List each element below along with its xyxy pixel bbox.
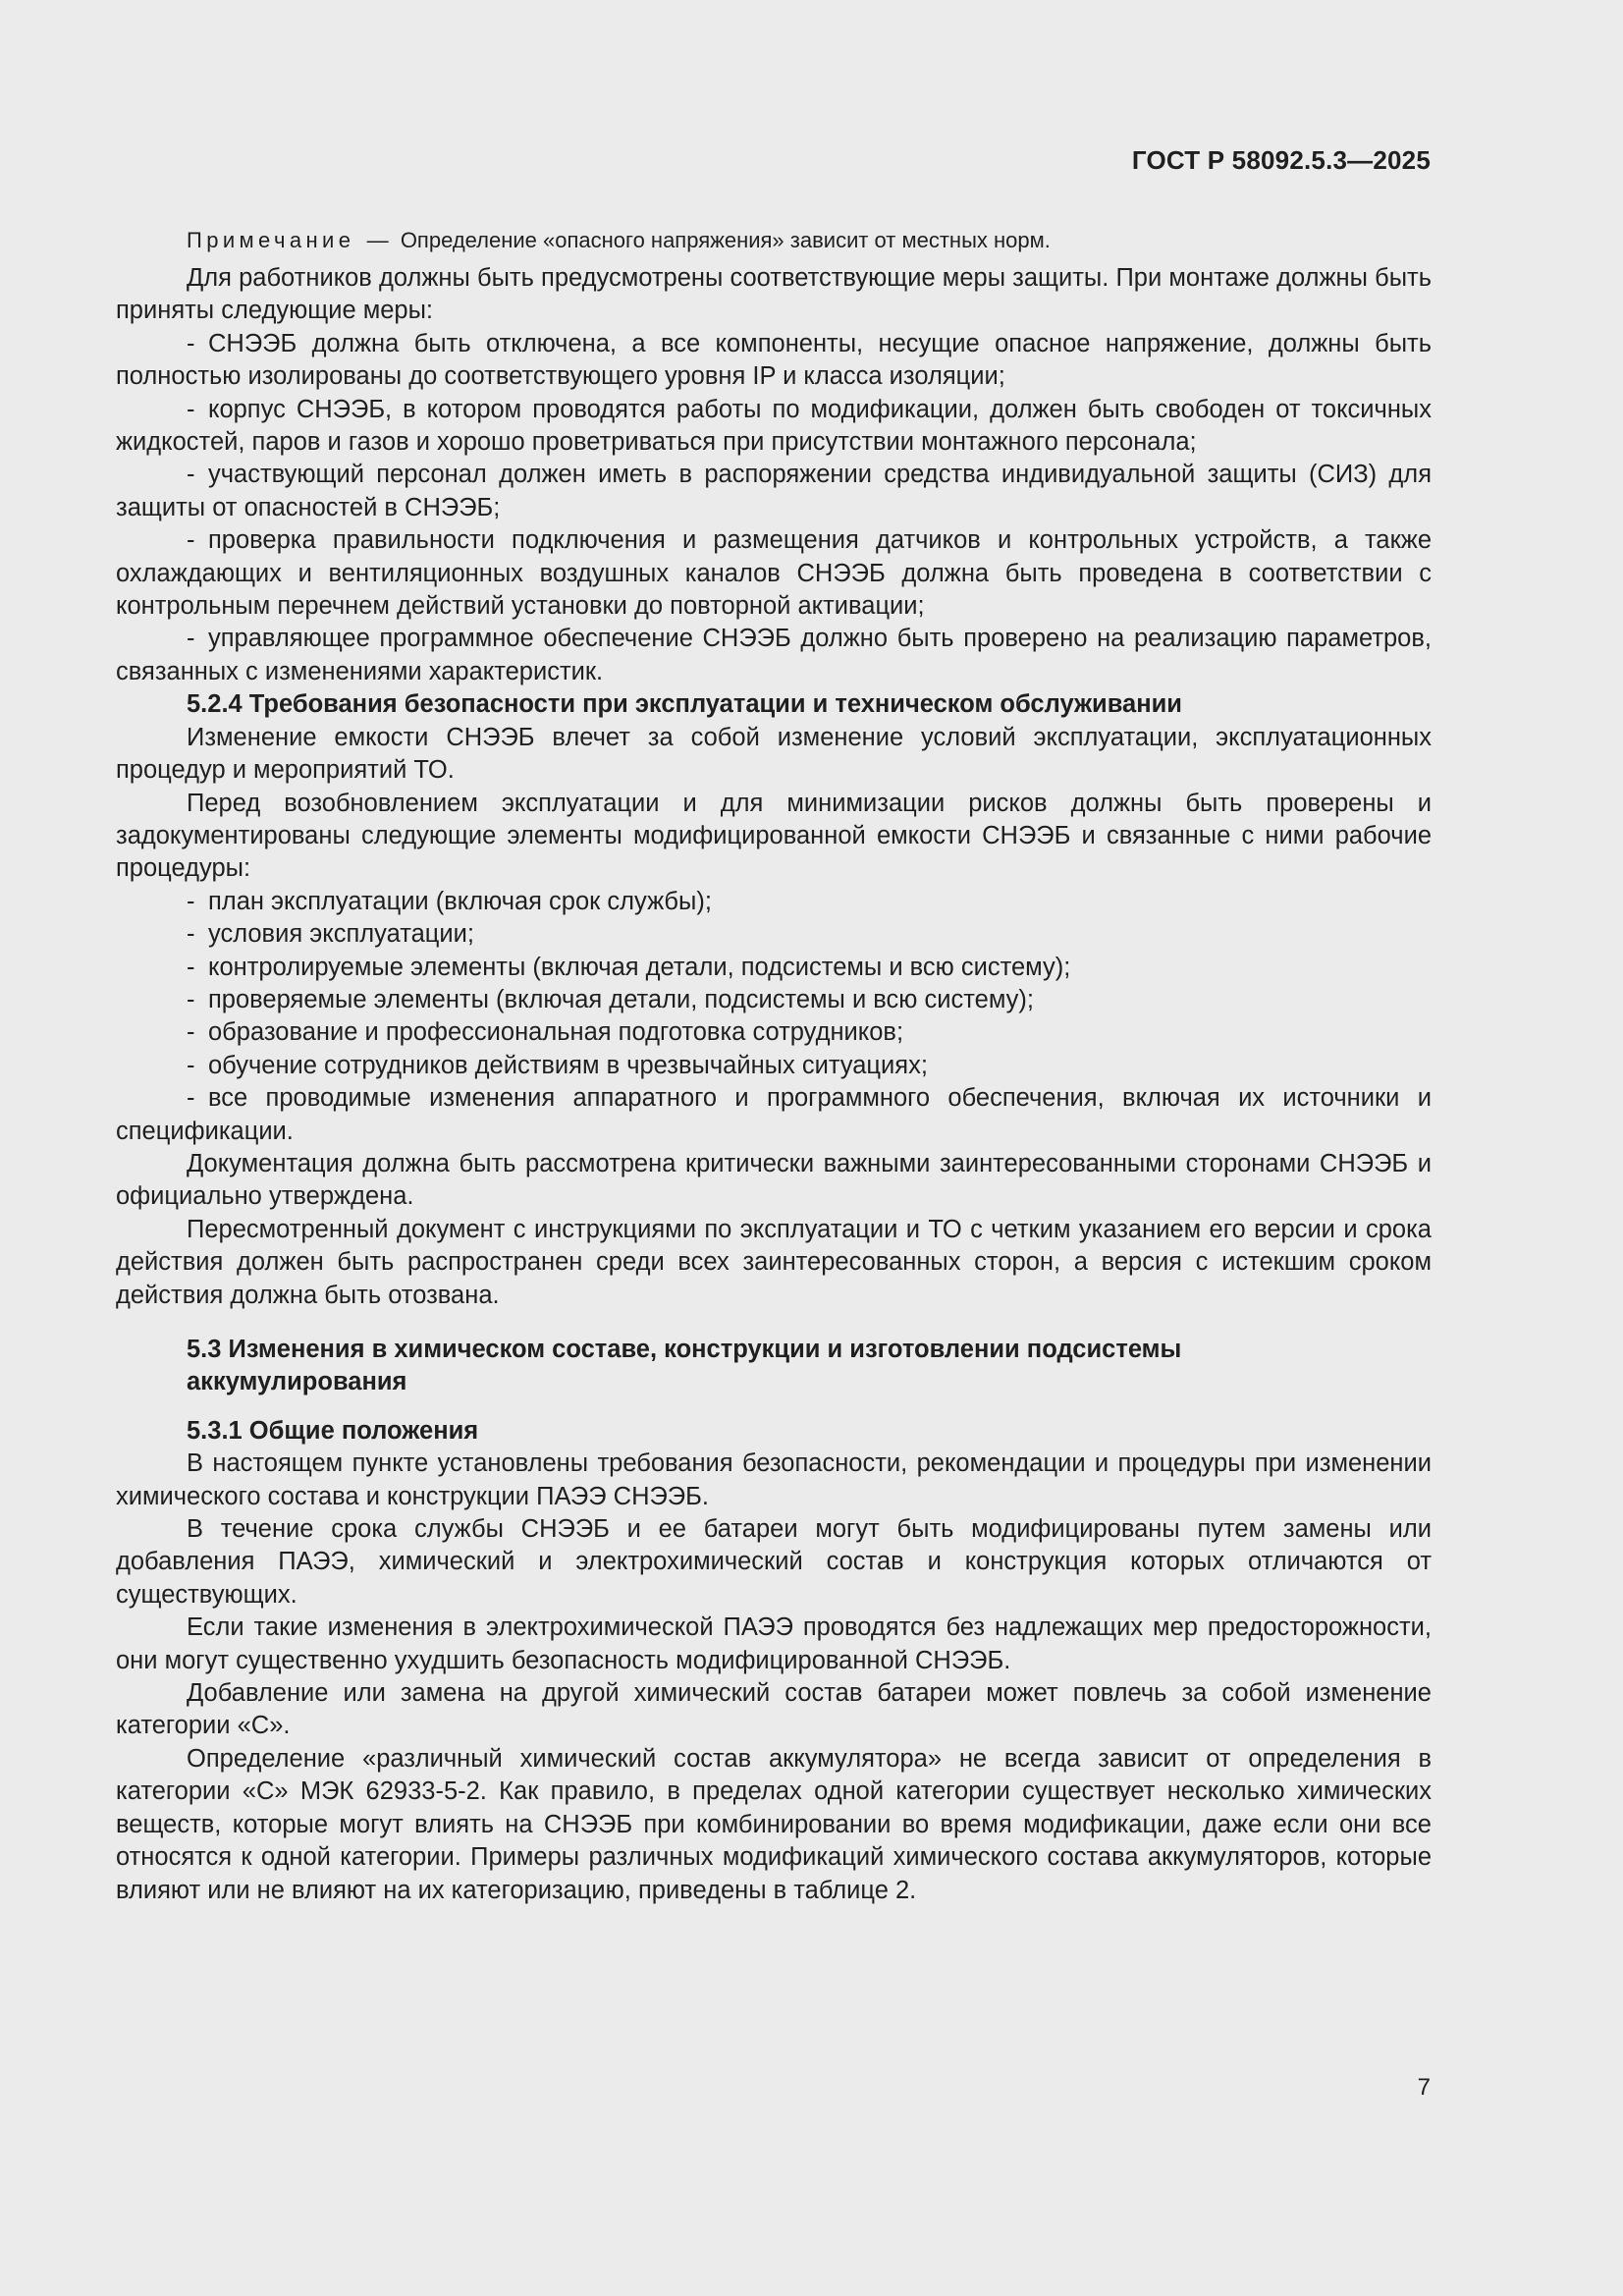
list-marker: - bbox=[187, 526, 195, 555]
list-item bbox=[116, 394, 1432, 460]
list-item-text: образование и профессиональная подготовка сотрудников; bbox=[208, 1018, 904, 1047]
list-marker: - bbox=[187, 329, 195, 357]
paragraph: Определение «различный химический состав аккумулятора» не всегда зависит от определения в категории «С» МЭК 62933-5-2. Как правило, в пределах одной категории существует несколько химических веществ, которые могут влиять на СНЭЭБ при комбинировании во время модификации, даже если они все относятся к одной категории. Примеры различных модификаций химического состава аккумуляторов, которые влияют или не влияют на их категоризацию, приведены в таблице 2. bbox=[116, 1744, 1432, 1904]
list-marker: - bbox=[187, 625, 195, 653]
paragraph: Добавление или замена на другой химический состав батареи может повлечь за собой изменение категории «С». bbox=[116, 1679, 1432, 1740]
paragraph: Если такие изменения в электрохимической ПАЭЭ проводятся без надлежащих мер предосторожности, они могут существенно ухудшить безопасность модифицированной СНЭЭБ. bbox=[116, 1613, 1432, 1674]
list-item bbox=[116, 328, 1432, 394]
page-number: 7 bbox=[1417, 2074, 1431, 2101]
list-marker: - bbox=[187, 461, 195, 489]
list-marker: - bbox=[187, 920, 195, 949]
paragraph-intro: Для работников должны быть предусмотрены соответствующие меры защиты. При монтаже должны быть приняты следующие меры: bbox=[116, 264, 1432, 325]
list-item-text: все проводимые изменения аппаратного и программного обеспечения, включая их источники и спецификации. bbox=[116, 1084, 1432, 1145]
paragraph: Пересмотренный документ с инструкциями по эксплуатации и ТО с четким указанием его версии и срока действия должен быть распространен среди всех заинтересованных сторон, а версия с истекшим сроком действия должна быть отозвана. bbox=[116, 1215, 1432, 1309]
list-item-text: план эксплуатации (включая срок службы); bbox=[208, 887, 712, 915]
page-body bbox=[116, 224, 1432, 1907]
note-dash: — bbox=[366, 228, 389, 252]
list-marker: - bbox=[187, 1084, 195, 1113]
paragraph: В настоящем пункте установлены требования безопасности, рекомендации и процедуры при изменении химического состава и конструкции ПАЭЭ СНЭЭБ. bbox=[116, 1449, 1432, 1510]
note-text: Определение «опасного напряжения» зависит от местных норм. bbox=[400, 228, 1051, 252]
paragraph: Перед возобновлением эксплуатации и для минимизации рисков должны быть проверены и задокументированы следующие элементы модифицированной емкости СНЭЭБ и связанные с ними рабочие процедуры: bbox=[116, 789, 1432, 883]
list-item bbox=[116, 1050, 1432, 1082]
list-marker: - bbox=[187, 395, 195, 423]
list-item-text: обучение сотрудников действиям в чрезвычайных ситуациях; bbox=[208, 1051, 928, 1079]
list-item bbox=[116, 886, 1432, 918]
list-item-text: СНЭЭБ должна быть отключена, а все компоненты, несущие опасное напряжение, должны быть полностью изолированы до соответствующего уровня IP и класса изоляции; bbox=[116, 329, 1432, 391]
list-marker: - bbox=[187, 985, 195, 1013]
list-item bbox=[116, 984, 1432, 1016]
paragraph: В течение срока службы СНЭЭБ и ее батареи могут быть модифицированы путем замены или добавления ПАЭЭ, химический и электрохимический состав и конструкция которых отличаются от существующих. bbox=[116, 1515, 1432, 1609]
list-item bbox=[116, 918, 1432, 951]
paragraph: Документация должна быть рассмотрена критически важными заинтересованными сторонами СНЭЭБ и официально утверждена. bbox=[116, 1149, 1432, 1211]
list-marker: - bbox=[187, 1051, 195, 1079]
list-item-text: корпус СНЭЭБ, в котором проводятся работы по модификации, должен быть свободен от токсичных жидкостей, паров и газов и хорошо проветриваться при присутствии монтажного персонала; bbox=[116, 395, 1432, 457]
list-item bbox=[116, 1082, 1432, 1148]
document-code: ГОСТ Р 58092.5.3—2025 bbox=[1131, 145, 1431, 175]
list-item bbox=[116, 459, 1432, 524]
list-item-text: условия эксплуатации; bbox=[208, 920, 474, 949]
section-heading-5-3: 5.3 Изменения в химическом составе, конструкции и изготовлении подсистемы аккумулирования bbox=[187, 1336, 1182, 1396]
list-item bbox=[116, 623, 1432, 688]
note bbox=[116, 224, 1432, 256]
note-label: Примечание bbox=[187, 228, 355, 252]
list-marker: - bbox=[187, 887, 195, 915]
list-item bbox=[116, 952, 1432, 984]
list-item-text: проверяемые элементы (включая детали, подсистемы и всю систему); bbox=[208, 985, 1034, 1013]
list-item-text: проверка правильности подключения и размещения датчиков и контрольных устройств, а также охлаждающих и вентиляционных воздушных каналов СНЭЭБ должна быть проведена в соответствии с контрольным перечнем действий установки до повторной активации; bbox=[116, 526, 1432, 621]
section-heading-5-3-1: 5.3.1 Общие положения bbox=[187, 1416, 479, 1445]
section-heading-5-2-4: 5.2.4 Требования безопасности при эксплуатации и техническом обслуживании bbox=[187, 690, 1182, 719]
list-marker: - bbox=[187, 1018, 195, 1047]
list-item-text: контролируемые элементы (включая детали, подсистемы и всю систему); bbox=[208, 953, 1071, 981]
list-item bbox=[116, 1016, 1432, 1049]
list-item-text: управляющее программное обеспечение СНЭЭБ должно быть проверено на реализацию параметров, связанных с изменениями характеристик. bbox=[116, 625, 1432, 685]
list-marker: - bbox=[187, 953, 195, 981]
paragraph: Изменение емкости СНЭЭБ влечет за собой изменение условий эксплуатации, эксплуатационных процедур и мероприятий ТО. bbox=[116, 723, 1432, 785]
list-item bbox=[116, 524, 1432, 623]
list-item-text: участвующий персонал должен иметь в распоряжении средства индивидуальной защиты (СИЗ) для защиты от опасностей в СНЭЭБ; bbox=[116, 461, 1432, 521]
